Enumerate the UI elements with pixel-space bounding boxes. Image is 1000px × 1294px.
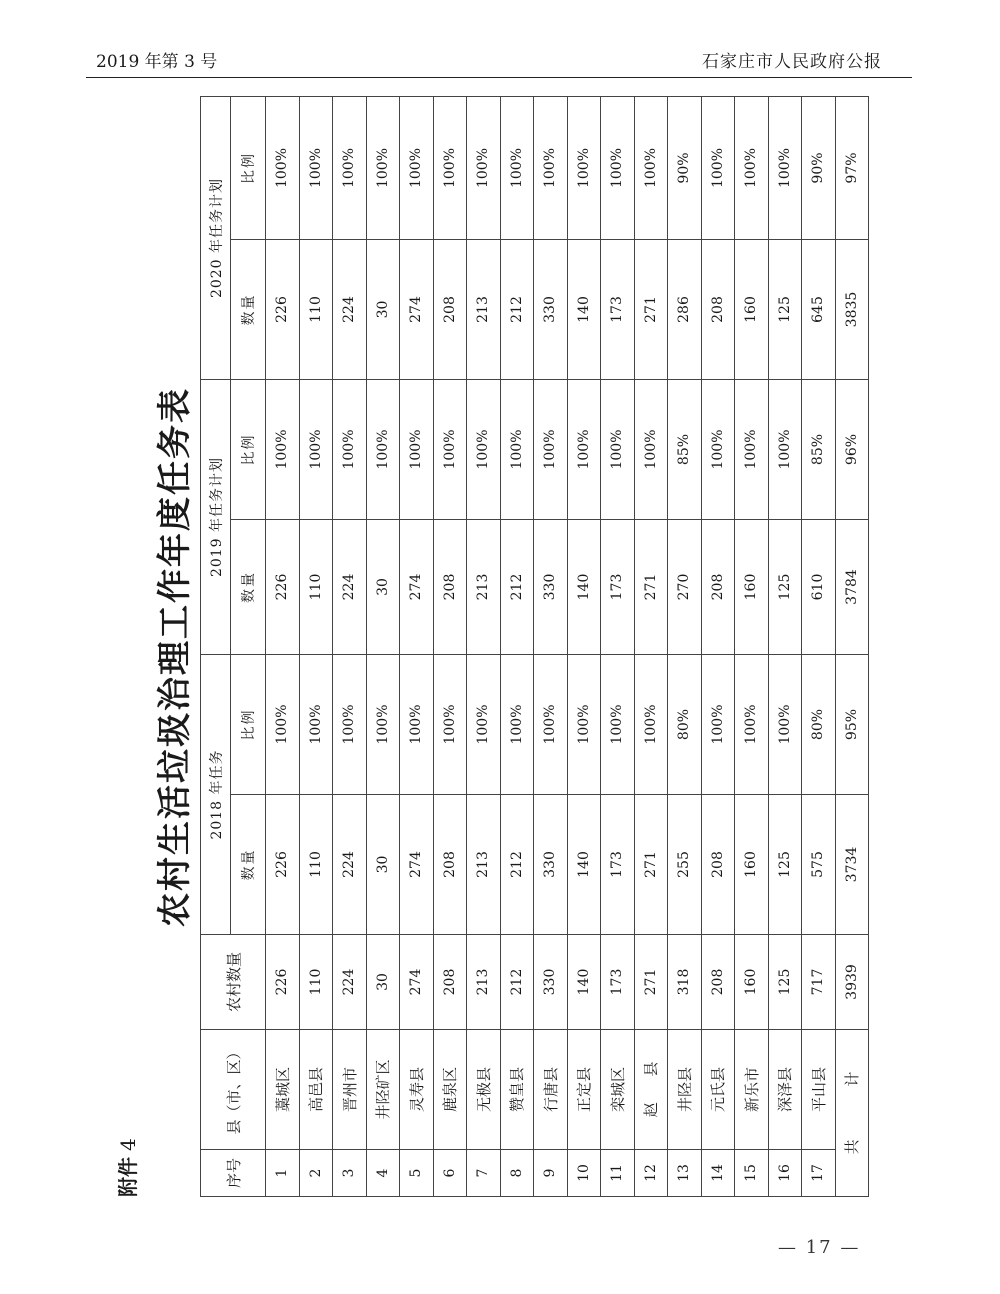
total-row xyxy=(835,97,869,1197)
rotated-landscape-content xyxy=(110,97,868,1197)
count-2020-cell: 271 xyxy=(634,240,668,380)
village-count-cell: 125 xyxy=(768,935,802,1030)
total-ratio-2020: 97% xyxy=(835,97,869,240)
count-2019-cell: 208 xyxy=(701,520,735,655)
ratio-2019-cell: 100% xyxy=(534,380,568,520)
ratio-2020-cell: 100% xyxy=(299,97,333,240)
count-2019-cell: 610 xyxy=(802,520,836,655)
county-cell: 平山县 xyxy=(802,1030,836,1150)
total-count-2020: 3835 xyxy=(835,240,869,380)
ratio-2018-cell: 100% xyxy=(768,655,802,795)
ratio-2018-cell: 100% xyxy=(701,655,735,795)
count-2018-cell: 125 xyxy=(768,795,802,935)
header-count-2020: 数量 xyxy=(231,240,266,380)
ratio-2020-cell: 100% xyxy=(366,97,400,240)
ratio-2020-cell: 100% xyxy=(266,97,300,240)
village-count-cell: 318 xyxy=(668,935,702,1030)
table-row xyxy=(299,97,333,1197)
village-count-cell: 717 xyxy=(802,935,836,1030)
county-cell: 赵 县 xyxy=(634,1030,668,1150)
county-cell: 鹿泉区 xyxy=(433,1030,467,1150)
attachment-word: 附件 xyxy=(116,1157,140,1197)
count-2019-cell: 173 xyxy=(601,520,635,655)
task-table xyxy=(200,96,869,1197)
ratio-2020-cell: 90% xyxy=(668,97,702,240)
count-2019-cell: 213 xyxy=(467,520,501,655)
header-ratio-2019: 比例 xyxy=(231,380,266,520)
ratio-2018-cell: 100% xyxy=(567,655,601,795)
row-index-cell: 3 xyxy=(333,1150,367,1197)
table-row xyxy=(433,97,467,1197)
row-index-cell: 7 xyxy=(467,1150,501,1197)
ratio-2019-cell: 100% xyxy=(634,380,668,520)
count-2020-cell: 274 xyxy=(400,240,434,380)
table-row xyxy=(333,97,367,1197)
ratio-2019-cell: 100% xyxy=(433,380,467,520)
table-row xyxy=(735,97,769,1197)
county-cell: 井陉县 xyxy=(668,1030,702,1150)
count-2019-cell: 271 xyxy=(634,520,668,655)
count-2019-cell: 125 xyxy=(768,520,802,655)
count-2019-cell: 140 xyxy=(567,520,601,655)
ratio-2018-cell: 100% xyxy=(333,655,367,795)
ratio-2020-cell: 100% xyxy=(534,97,568,240)
village-count-cell: 330 xyxy=(534,935,568,1030)
table-row xyxy=(534,97,568,1197)
ratio-2018-cell: 80% xyxy=(668,655,702,795)
county-cell: 赞皇县 xyxy=(500,1030,534,1150)
count-2019-cell: 208 xyxy=(433,520,467,655)
total-count-2018: 3734 xyxy=(835,795,869,935)
table-row xyxy=(701,97,735,1197)
county-cell: 晋州市 xyxy=(333,1030,367,1150)
header-plan-2019: 2019 年任务计划 xyxy=(201,380,231,655)
table-row xyxy=(266,97,300,1197)
table-row xyxy=(400,97,434,1197)
count-2018-cell: 173 xyxy=(601,795,635,935)
ratio-2020-cell: 100% xyxy=(634,97,668,240)
ratio-2020-cell: 100% xyxy=(433,97,467,240)
village-count-cell: 160 xyxy=(735,935,769,1030)
county-cell: 新乐市 xyxy=(735,1030,769,1150)
count-2019-cell: 330 xyxy=(534,520,568,655)
count-2018-cell: 30 xyxy=(366,795,400,935)
row-index-cell: 16 xyxy=(768,1150,802,1197)
count-2018-cell: 208 xyxy=(433,795,467,935)
count-2018-cell: 575 xyxy=(802,795,836,935)
table-body xyxy=(266,97,869,1197)
county-cell: 高邑县 xyxy=(299,1030,333,1150)
ratio-2020-cell: 100% xyxy=(400,97,434,240)
count-2020-cell: 330 xyxy=(534,240,568,380)
header-task-2018: 2018 年任务 xyxy=(201,655,231,935)
ratio-2020-cell: 100% xyxy=(735,97,769,240)
table-row xyxy=(467,97,501,1197)
count-2020-cell: 125 xyxy=(768,240,802,380)
header-ratio-2020: 比例 xyxy=(231,97,266,240)
county-cell: 灵寿县 xyxy=(400,1030,434,1150)
row-index-cell: 12 xyxy=(634,1150,668,1197)
ratio-2019-cell: 100% xyxy=(333,380,367,520)
row-index-cell: 17 xyxy=(802,1150,836,1197)
ratio-2019-cell: 100% xyxy=(701,380,735,520)
page-number: — 17 — xyxy=(778,1237,861,1258)
row-index-cell: 10 xyxy=(567,1150,601,1197)
count-2018-cell: 274 xyxy=(400,795,434,935)
village-count-cell: 213 xyxy=(467,935,501,1030)
ratio-2019-cell: 100% xyxy=(266,380,300,520)
county-cell: 无极县 xyxy=(467,1030,501,1150)
row-index-cell: 15 xyxy=(735,1150,769,1197)
ratio-2018-cell: 100% xyxy=(601,655,635,795)
count-2020-cell: 208 xyxy=(433,240,467,380)
ratio-2019-cell: 85% xyxy=(802,380,836,520)
count-2020-cell: 30 xyxy=(366,240,400,380)
row-index-cell: 9 xyxy=(534,1150,568,1197)
total-village-count: 3939 xyxy=(835,935,869,1030)
count-2018-cell: 213 xyxy=(467,795,501,935)
total-ratio-2019: 96% xyxy=(835,380,869,520)
village-count-cell: 110 xyxy=(299,935,333,1030)
count-2020-cell: 208 xyxy=(701,240,735,380)
count-2018-cell: 160 xyxy=(735,795,769,935)
header-divider xyxy=(86,77,912,78)
count-2019-cell: 224 xyxy=(333,520,367,655)
county-cell: 藁城区 xyxy=(266,1030,300,1150)
count-2018-cell: 271 xyxy=(634,795,668,935)
row-index-cell: 11 xyxy=(601,1150,635,1197)
ratio-2020-cell: 100% xyxy=(500,97,534,240)
total-count-2019: 3784 xyxy=(835,520,869,655)
ratio-2019-cell: 100% xyxy=(299,380,333,520)
ratio-2018-cell: 100% xyxy=(299,655,333,795)
county-cell: 栾城区 xyxy=(601,1030,635,1150)
count-2020-cell: 213 xyxy=(467,240,501,380)
ratio-2018-cell: 80% xyxy=(802,655,836,795)
issue-number: 2019 年第 3 号 xyxy=(96,52,218,72)
publication-name: 石家庄市人民政府公报 xyxy=(702,52,882,72)
row-index-cell: 13 xyxy=(668,1150,702,1197)
village-count-cell: 140 xyxy=(567,935,601,1030)
count-2018-cell: 330 xyxy=(534,795,568,935)
attachment-number: 4 xyxy=(116,1138,140,1151)
document-title: 农村生活垃圾治理工作年度任务表 xyxy=(155,387,195,927)
ratio-2018-cell: 100% xyxy=(467,655,501,795)
attachment-label xyxy=(117,1138,139,1197)
county-cell: 行唐县 xyxy=(534,1030,568,1150)
count-2018-cell: 140 xyxy=(567,795,601,935)
ratio-2019-cell: 100% xyxy=(500,380,534,520)
header-ratio-2018: 比例 xyxy=(231,655,266,795)
ratio-2019-cell: 100% xyxy=(400,380,434,520)
ratio-2019-cell: 100% xyxy=(768,380,802,520)
table-row xyxy=(601,97,635,1197)
county-cell: 深泽县 xyxy=(768,1030,802,1150)
count-2018-cell: 110 xyxy=(299,795,333,935)
count-2020-cell: 140 xyxy=(567,240,601,380)
row-index-cell: 2 xyxy=(299,1150,333,1197)
ratio-2018-cell: 100% xyxy=(366,655,400,795)
header-count-2018: 数量 xyxy=(231,795,266,935)
ratio-2019-cell: 100% xyxy=(735,380,769,520)
count-2019-cell: 274 xyxy=(400,520,434,655)
row-index-cell: 4 xyxy=(366,1150,400,1197)
village-count-cell: 271 xyxy=(634,935,668,1030)
table-row xyxy=(634,97,668,1197)
row-index-cell: 14 xyxy=(701,1150,735,1197)
count-2019-cell: 226 xyxy=(266,520,300,655)
count-2018-cell: 255 xyxy=(668,795,702,935)
header-row-group xyxy=(201,97,231,1197)
row-index-cell: 8 xyxy=(500,1150,534,1197)
count-2020-cell: 160 xyxy=(735,240,769,380)
header-village-count: 农村数量 xyxy=(201,935,266,1030)
table-row xyxy=(500,97,534,1197)
header-index: 序号 xyxy=(201,1150,266,1197)
count-2018-cell: 212 xyxy=(500,795,534,935)
count-2018-cell: 208 xyxy=(701,795,735,935)
count-2020-cell: 645 xyxy=(802,240,836,380)
total-ratio-2018: 95% xyxy=(835,655,869,795)
table-row xyxy=(802,97,836,1197)
ratio-2020-cell: 100% xyxy=(701,97,735,240)
count-2020-cell: 224 xyxy=(333,240,367,380)
village-count-cell: 226 xyxy=(266,935,300,1030)
ratio-2020-cell: 100% xyxy=(768,97,802,240)
ratio-2018-cell: 100% xyxy=(266,655,300,795)
village-count-cell: 30 xyxy=(366,935,400,1030)
ratio-2019-cell: 100% xyxy=(467,380,501,520)
table-row xyxy=(366,97,400,1197)
county-cell: 正定县 xyxy=(567,1030,601,1150)
village-count-cell: 274 xyxy=(400,935,434,1030)
count-2020-cell: 286 xyxy=(668,240,702,380)
ratio-2019-cell: 100% xyxy=(601,380,635,520)
total-label: 共 计 xyxy=(835,1030,869,1197)
count-2019-cell: 160 xyxy=(735,520,769,655)
ratio-2018-cell: 100% xyxy=(634,655,668,795)
table-row xyxy=(768,97,802,1197)
count-2020-cell: 226 xyxy=(266,240,300,380)
ratio-2020-cell: 100% xyxy=(567,97,601,240)
count-2018-cell: 224 xyxy=(333,795,367,935)
table-header xyxy=(201,97,266,1197)
count-2019-cell: 110 xyxy=(299,520,333,655)
ratio-2018-cell: 100% xyxy=(400,655,434,795)
count-2018-cell: 226 xyxy=(266,795,300,935)
header-count-2019: 数量 xyxy=(231,520,266,655)
ratio-2018-cell: 100% xyxy=(433,655,467,795)
village-count-cell: 208 xyxy=(701,935,735,1030)
count-2019-cell: 270 xyxy=(668,520,702,655)
ratio-2020-cell: 100% xyxy=(467,97,501,240)
ratio-2018-cell: 100% xyxy=(500,655,534,795)
row-index-cell: 1 xyxy=(266,1150,300,1197)
ratio-2018-cell: 100% xyxy=(735,655,769,795)
village-count-cell: 208 xyxy=(433,935,467,1030)
ratio-2020-cell: 90% xyxy=(802,97,836,240)
ratio-2019-cell: 100% xyxy=(567,380,601,520)
village-count-cell: 212 xyxy=(500,935,534,1030)
ratio-2020-cell: 100% xyxy=(601,97,635,240)
count-2020-cell: 173 xyxy=(601,240,635,380)
ratio-2019-cell: 100% xyxy=(366,380,400,520)
count-2019-cell: 212 xyxy=(500,520,534,655)
county-cell: 井陉矿区 xyxy=(366,1030,400,1150)
ratio-2018-cell: 100% xyxy=(534,655,568,795)
table-row xyxy=(668,97,702,1197)
table-row xyxy=(567,97,601,1197)
village-count-cell: 173 xyxy=(601,935,635,1030)
count-2020-cell: 212 xyxy=(500,240,534,380)
count-2020-cell: 110 xyxy=(299,240,333,380)
header-county: 县（市、区） xyxy=(201,1030,266,1150)
village-count-cell: 224 xyxy=(333,935,367,1030)
row-index-cell: 5 xyxy=(400,1150,434,1197)
ratio-2019-cell: 85% xyxy=(668,380,702,520)
header-plan-2020: 2020 年任务计划 xyxy=(201,97,231,380)
count-2019-cell: 30 xyxy=(366,520,400,655)
row-index-cell: 6 xyxy=(433,1150,467,1197)
county-cell: 元氏县 xyxy=(701,1030,735,1150)
ratio-2020-cell: 100% xyxy=(333,97,367,240)
